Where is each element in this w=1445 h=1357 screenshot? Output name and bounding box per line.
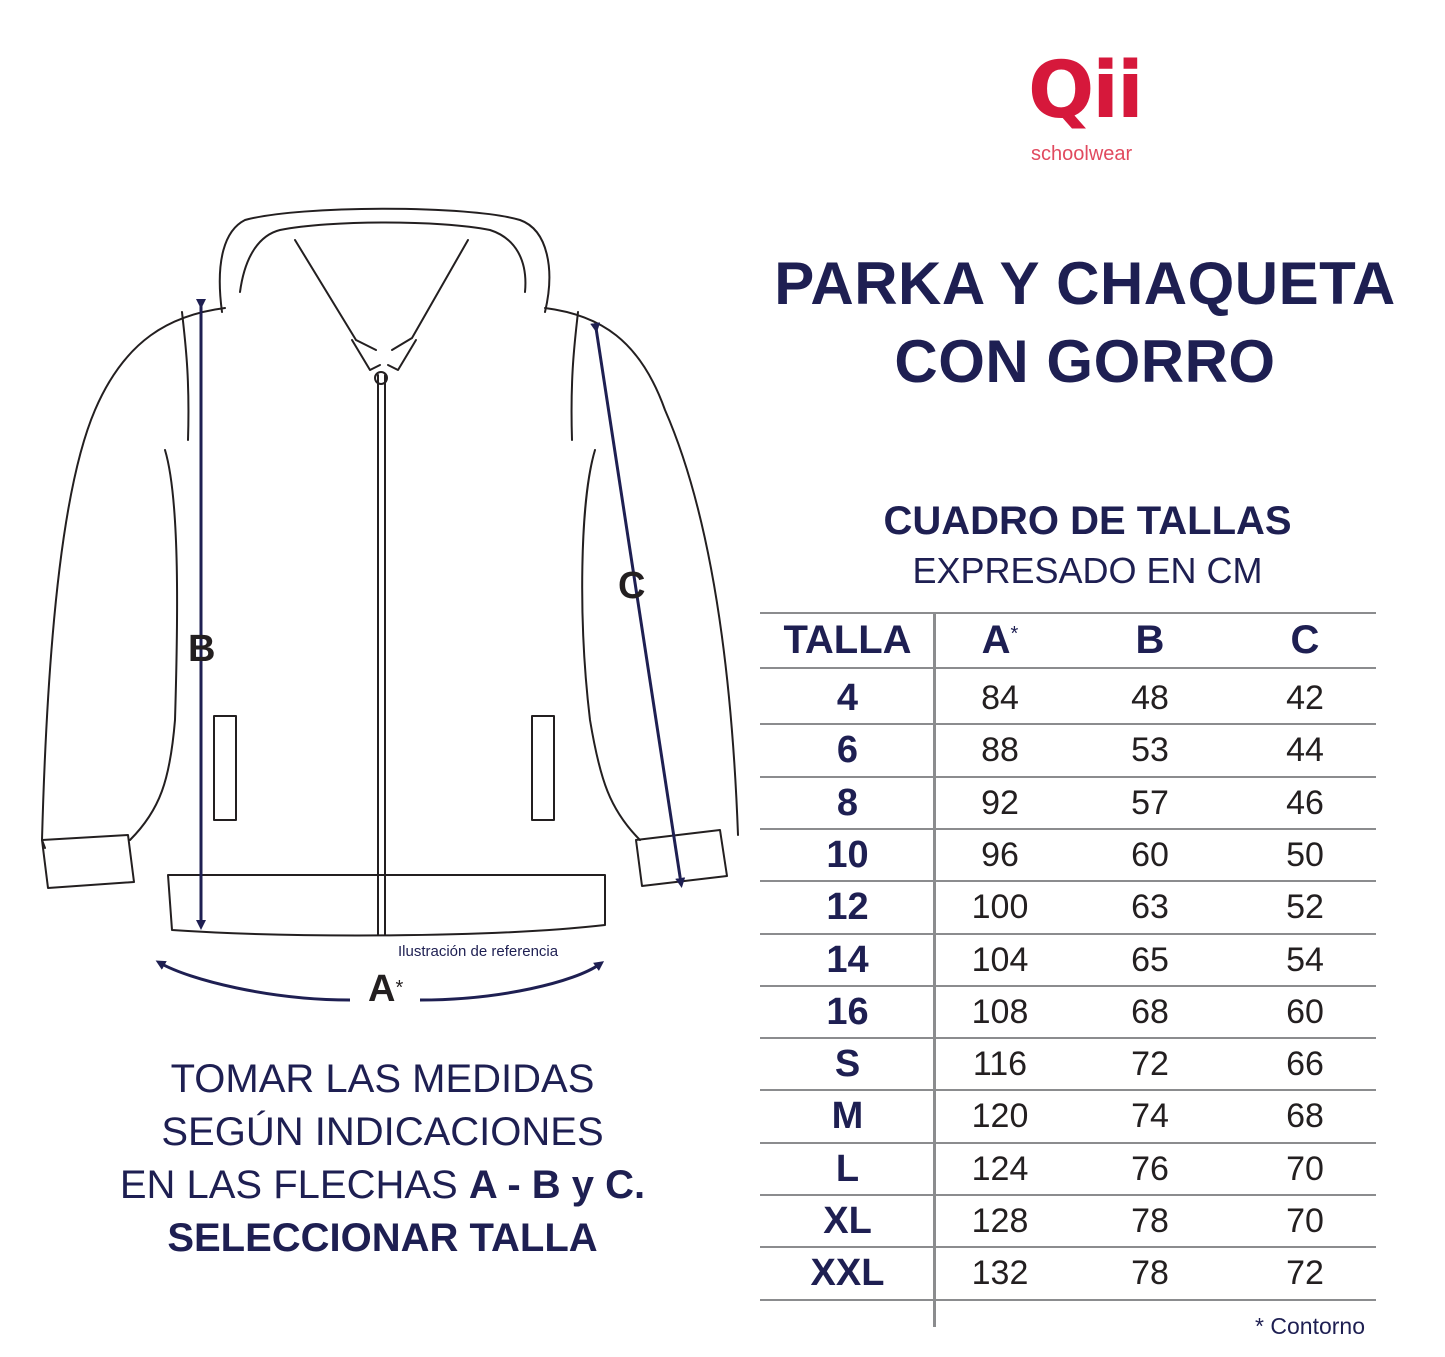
table-row	[760, 934, 1376, 986]
cell-c: 44	[1286, 731, 1324, 770]
table-row	[760, 1195, 1376, 1247]
table-row	[760, 1247, 1376, 1299]
cell-b: 65	[1131, 940, 1169, 979]
cell-talla: 4	[836, 677, 859, 719]
label-a-text: A	[368, 968, 396, 1010]
cell-talla: 8	[836, 781, 859, 824]
left-shoulder-seam	[182, 312, 188, 440]
cell-c: 50	[1286, 835, 1324, 874]
cell-b: 48	[1131, 679, 1169, 717]
table-row	[760, 672, 1376, 724]
cell-talla: 14	[826, 938, 869, 981]
cell-a: 116	[972, 1045, 1028, 1084]
right-underarm	[582, 450, 640, 840]
cell-c: 54	[1286, 940, 1324, 979]
left-underarm	[130, 450, 177, 840]
cell-b: 78	[1131, 1254, 1169, 1293]
cell-b: 78	[1131, 1202, 1169, 1240]
cell-c: 60	[1286, 992, 1324, 1031]
instructions-line2: SEGÚN INDICACIONES	[161, 1110, 604, 1154]
cell-c: 52	[1286, 888, 1324, 927]
table-row	[760, 881, 1376, 933]
cell-a: 132	[971, 1254, 1029, 1293]
instructions-line3-prefix: EN LAS FLECHAS	[119, 1163, 469, 1207]
left-pocket	[214, 716, 236, 820]
illustration-note: Ilustración de referencia	[398, 943, 559, 960]
page-title-line1: PARKA Y CHAQUETA	[774, 250, 1396, 317]
arrow-a-left	[160, 963, 350, 1000]
row-divider	[760, 1299, 1376, 1301]
header-a-label: A	[981, 618, 1011, 662]
cell-b: 63	[1131, 888, 1169, 927]
cell-talla: 12	[826, 886, 869, 929]
cell-talla: 6	[836, 729, 859, 772]
cell-c: 72	[1286, 1254, 1324, 1293]
header-a-asterisk: *	[1010, 623, 1019, 645]
cell-talla: 16	[826, 990, 869, 1033]
header-talla: TALLA	[783, 618, 912, 662]
cell-a: 128	[971, 1202, 1029, 1240]
cell-c: 70	[1286, 1149, 1324, 1188]
page-title	[760, 245, 1410, 401]
cell-a: 92	[981, 783, 1019, 822]
table-row	[760, 986, 1376, 1038]
label-c: C	[618, 565, 646, 607]
cell-talla: XL	[823, 1200, 872, 1242]
zipper	[378, 375, 385, 935]
cell-a: 104	[971, 940, 1029, 979]
cell-b: 72	[1131, 1045, 1169, 1084]
cell-c: 68	[1286, 1097, 1324, 1136]
header-c: C	[1290, 618, 1320, 662]
cell-talla: L	[835, 1147, 860, 1190]
cell-c: 70	[1286, 1202, 1324, 1240]
left-sleeve	[42, 308, 225, 848]
instructions	[100, 1053, 665, 1265]
cell-b: 57	[1131, 783, 1169, 822]
size-table	[760, 612, 1380, 1327]
logo-mark: Qii	[1028, 46, 1142, 136]
cell-a: 84	[981, 679, 1019, 717]
table-row	[760, 1090, 1376, 1142]
table-header-rule	[760, 667, 1376, 669]
label-b: B	[188, 628, 216, 670]
table-row	[760, 1143, 1376, 1195]
waistband	[168, 875, 605, 935]
right-shoulder-seam	[572, 312, 578, 440]
cell-c: 66	[1286, 1045, 1324, 1084]
instructions-line3	[100, 1159, 665, 1212]
table-row	[760, 777, 1376, 829]
cell-talla: M	[831, 1095, 864, 1138]
instructions-line4: SELECCIONAR TALLA	[167, 1216, 598, 1260]
instructions-line1: TOMAR LAS MEDIDAS	[170, 1057, 595, 1101]
header-a	[950, 614, 1050, 666]
arrow-a-right	[420, 964, 600, 1000]
left-cuff	[42, 835, 134, 888]
collar-left	[295, 240, 376, 350]
table-row	[760, 724, 1376, 776]
cell-talla: S	[834, 1043, 861, 1086]
table-row	[760, 1038, 1376, 1090]
table-footnote: * Contorno	[1255, 1313, 1365, 1339]
table-row	[760, 829, 1376, 881]
right-pocket	[532, 716, 554, 820]
label-a	[368, 968, 403, 1011]
cell-talla: 10	[826, 833, 869, 876]
hood-outline	[220, 209, 550, 312]
cell-b: 60	[1131, 835, 1169, 874]
brand-logo	[1028, 46, 1153, 167]
label-a-asterisk: *	[395, 977, 404, 999]
header-b: B	[1135, 618, 1165, 662]
hood-inner	[240, 223, 525, 293]
cell-a: 108	[971, 992, 1029, 1031]
cell-a: 124	[971, 1149, 1029, 1188]
cell-b: 68	[1131, 992, 1169, 1031]
table-column-divider	[933, 612, 936, 1327]
chart-subtitle: EXPRESADO EN CM	[912, 550, 1263, 591]
cell-a: 88	[981, 731, 1019, 770]
logo-subtitle: schoolwear	[1031, 143, 1133, 165]
cell-b: 74	[1131, 1097, 1169, 1136]
cell-c: 46	[1286, 783, 1324, 822]
cell-c: 42	[1286, 679, 1324, 717]
cell-b: 53	[1131, 731, 1169, 770]
table-header-row	[760, 614, 1376, 666]
page-title-line2: CON GORRO	[894, 328, 1276, 395]
cell-a: 96	[981, 835, 1019, 874]
jacket-illustration	[0, 200, 760, 1020]
cell-a: 120	[971, 1097, 1029, 1136]
cell-b: 76	[1131, 1149, 1169, 1188]
collar-right	[392, 240, 468, 350]
cell-talla: XXL	[810, 1252, 885, 1295]
cell-a: 100	[971, 888, 1029, 927]
instructions-line3-bold: A - B y C.	[468, 1163, 646, 1207]
chart-title: CUADRO DE TALLAS	[883, 499, 1292, 543]
